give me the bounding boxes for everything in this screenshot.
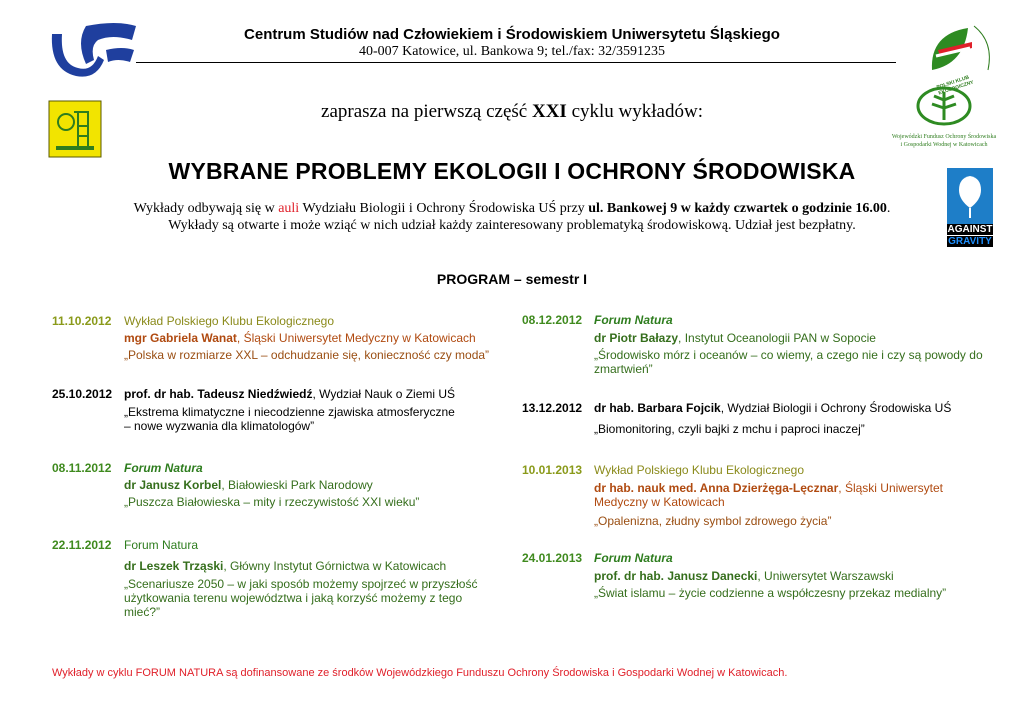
lecture-date: 10.01.2013 (522, 463, 583, 477)
lecture-topic: „Scenariusze 2050 – w jaki sposób możemy spojrzeć w przyszłość (124, 577, 478, 591)
footer-note: Wykłady w cyklu FORUM NATURA są dofinansowane ze środków Wojewódzkiego Funduszu Ochrony Środowiska i Gospodarki Wodnej w Katowicach. (52, 667, 788, 679)
lecture-date: 24.01.2013 (522, 551, 583, 565)
lecture-topic: „Biomonitoring, czyli bajki z mchu i paproci inaczej” (594, 422, 865, 436)
speaker-name: dr hab. Barbara Fojcik (594, 401, 721, 415)
page-title: WYBRANE PROBLEMY EKOLOGII I OCHRONY ŚRODOWISKA (168, 158, 856, 184)
fund-logo-text-2: i Gospodarki Wodnej w Katowicach (900, 142, 988, 148)
invite-post: cyklu wykładów: (566, 101, 703, 122)
lecture-speaker (594, 481, 943, 495)
info-1-end: . (886, 201, 891, 216)
lecture-speaker (594, 401, 951, 415)
speaker-name: dr Piotr Bałazy (594, 331, 679, 345)
speaker-affiliation: , Śląski Uniwersytet Medyczny w Katowicach (236, 331, 476, 345)
lecture-topic: „Świat islamu – życie codzienne a współczesny przekaz medialny” (594, 586, 947, 600)
speaker-affiliation: , Wydział Nauk o Ziemi UŚ (312, 387, 456, 401)
lecture-topic: „Ekstrema klimatyczne i niecodzienne zjawiska atmosferyczne (124, 405, 455, 419)
institution-address: 40-007 Katowice, ul. Bankowa 9; tel./fax: 32/3591235 (359, 44, 665, 59)
lecture-speaker (124, 387, 455, 401)
club-logo-text: POLSKI KLUB EKOLOGICZNY (935, 74, 975, 97)
lecture-kind: Wykład Polskiego Klubu Ekologicznego (594, 463, 805, 477)
lecture-date: 08.11.2012 (52, 461, 112, 475)
speaker-name: prof. dr hab. Janusz Danecki (594, 569, 758, 583)
lecture-date: 25.10.2012 (52, 387, 113, 401)
lecture-speaker (594, 331, 876, 345)
lecture-speaker (124, 478, 373, 492)
header-divider (136, 62, 896, 63)
invite-pre: zaprasza na pierwszą część (321, 101, 532, 122)
lecture-date: 08.12.2012 (522, 313, 583, 327)
info-1-bold: ul. Bankowej 9 w każdy czwartek o godzinie 16.00 (588, 201, 887, 216)
speaker-affiliation: Medyczny w Katowicach (594, 495, 725, 509)
program-heading: PROGRAM – semestr I (436, 271, 588, 287)
speaker-name: dr Janusz Korbel (124, 478, 222, 492)
lecture-kind: Forum Natura (594, 313, 673, 327)
speaker-affiliation: , Główny Instytut Górnictwa w Katowicach (223, 559, 447, 573)
lecture-kind: Wykład Polskiego Klubu Ekologicznego (124, 314, 335, 328)
lecture-speaker (124, 559, 446, 573)
gravity-text-1: AGAINST (947, 224, 993, 235)
lecture-topic: „Puszcza Białowieska – mity i rzeczywistość XXI wieku” (124, 495, 420, 509)
invite-number: XXI (531, 101, 567, 122)
lecture-kind: Forum Natura (124, 538, 199, 552)
lecture-topic: „Opalenizna, złudny symbol zdrowego życia” (594, 514, 832, 528)
lecture-date: 13.12.2012 (522, 401, 583, 415)
speaker-affiliation: , Białowieski Park Narodowy (221, 478, 373, 492)
lecture-date: 11.10.2012 (52, 314, 112, 328)
lecture-speaker (594, 569, 894, 583)
speaker-name: dr hab. nauk med. Anna Dzierżęga-Lęcznar (594, 481, 839, 495)
lecture-date: 22.11.2012 (52, 538, 112, 552)
speaker-name: prof. dr hab. Tadeusz Niedźwiedź (124, 387, 313, 401)
lecture-topic: mieć?” (124, 605, 161, 619)
speaker-affiliation: , Wydział Biologii i Ochrony Środowiska UŚ (720, 401, 952, 415)
lecture-speaker (124, 331, 476, 345)
lecture-topic: – nowe wyzwania dla klimatologów” (124, 419, 315, 433)
fund-logo-text-1: Wojewódzki Fundusz Ochrony Środowiska (891, 134, 997, 140)
institution-name: Centrum Studiów nad Człowiekiem i Środowiskiem Uniwersytetu Śląskiego (244, 26, 780, 43)
speaker-name: mgr Gabriela Wanat (124, 331, 237, 345)
info-line-1 (0, 201, 1024, 217)
speaker-affiliation: , Śląski Uniwersytet (838, 481, 943, 495)
info-line-2: Wykłady są otwarte i może wziąć w nich udział każdy zainteresowany problematyką środowiskową. Udział jest bezpłatny. (168, 218, 856, 233)
lecture-topic: „Środowisko mórz i oceanów – co wiemy, a czego nie i czy są powody do (594, 348, 983, 362)
lecture-kind: Forum Natura (124, 461, 203, 475)
speaker-affiliation: , Uniwersytet Warszawski (757, 569, 894, 583)
invite-line (0, 101, 1024, 123)
gravity-text-2: GRAVITY (948, 236, 992, 247)
lecture-kind: Forum Natura (594, 551, 673, 565)
info-1a: Wykłady odbywają się w (133, 201, 279, 216)
lecture-topic: użytkowania terenu województwa i jaką korzyść możemy z tego (124, 591, 463, 605)
info-auli: auli (278, 201, 300, 216)
speaker-name: dr Leszek Trząski (124, 559, 224, 573)
speaker-affiliation: , Instytut Oceanologii PAN w Sopocie (678, 331, 876, 345)
lecture-topic: zmartwień” (594, 362, 653, 376)
lecture-topic: „Polska w rozmiarze XXL – odchudzanie się, konieczność czy moda” (124, 348, 490, 362)
info-1b: Wydziału Biologii i Ochrony Środowiska UŚ przy (299, 201, 589, 216)
